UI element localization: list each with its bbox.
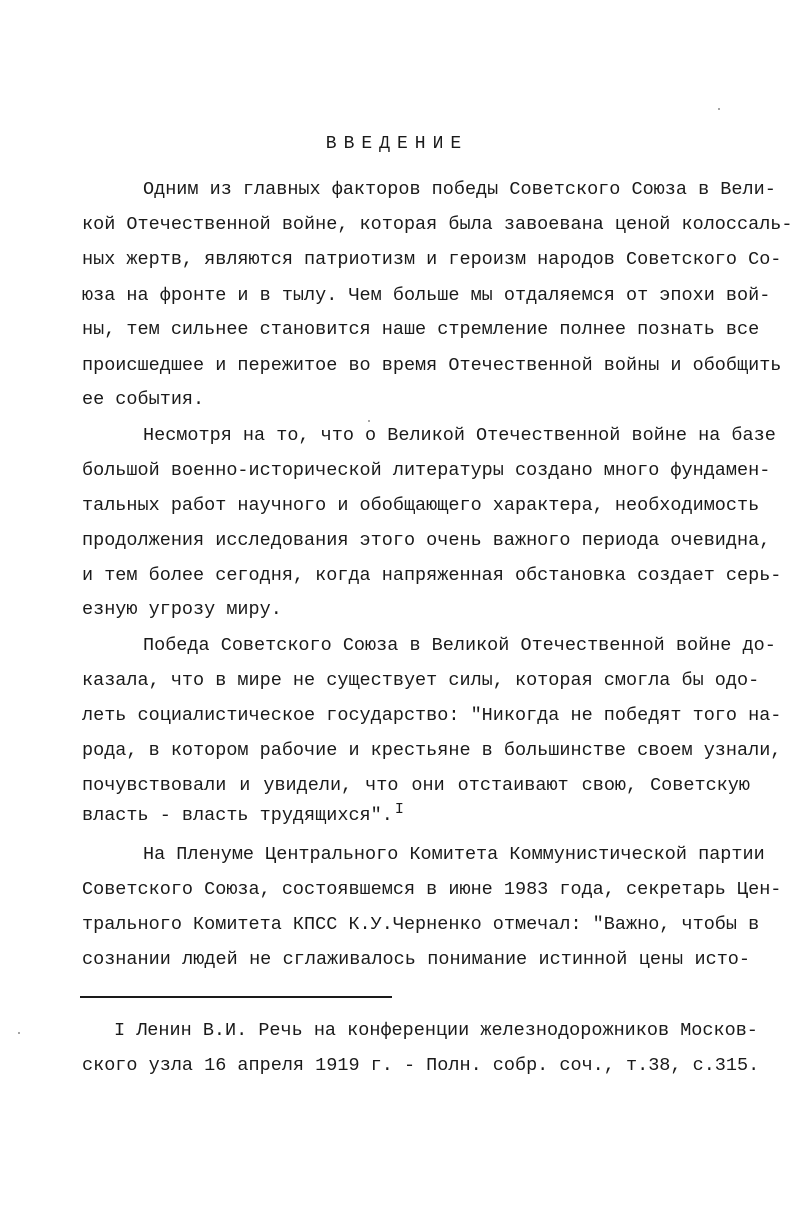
text-line: продолжения исследования этого очень важного периода очевидна,: [82, 530, 771, 551]
text-line: Несмотря на то, что о Великой Отечественной войне на базе: [143, 425, 776, 446]
footnote-marker: I: [394, 801, 404, 818]
text-line: происшедшее и пережитое во время Отечественной войны и обобщить: [82, 355, 782, 376]
scan-speck: [718, 108, 720, 110]
text-line: леть социалистическое государство: "Никогда не победят того на-: [82, 705, 782, 726]
text-line: сознании людей не сглаживалось понимание истинной цены исто-: [82, 949, 750, 970]
text-line: трального Комитета КПСС К.У.Черненко отмечал: "Важно, чтобы в: [82, 914, 760, 935]
scan-speck: [18, 1032, 20, 1034]
text-line: Одним из главных факторов победы Советского Союза в Вели-: [143, 179, 776, 200]
text-line: ных жертв, являются патриотизм и героизм народов Советского Со-: [82, 249, 782, 270]
text-line: большой военно-исторической литературы создано много фундамен-: [82, 460, 771, 481]
text-line: почувствовали и увидели, что они отстаивают свою, Советскую: [82, 775, 750, 796]
text-line: казала, что в мире не существует силы, которая смогла бы одо-: [82, 670, 760, 691]
text-line: езную угрозу миру.: [82, 599, 282, 620]
text-line: и тем более сегодня, когда напряженная обстановка создает серь-: [82, 565, 782, 586]
footnote-separator: [80, 996, 392, 998]
footnote-line: I Ленин В.И. Речь на конференции железнодорожников Москов-: [114, 1020, 758, 1041]
text-line: Советского Союза, состоявшемся в июне 1983 года, секретарь Цен-: [82, 879, 782, 900]
text-line: Победа Советского Союза в Великой Отечественной войне до-: [143, 635, 776, 656]
scan-speck: [368, 420, 370, 422]
text-line-with-footnote: [82, 801, 750, 828]
footnote-line: ского узла 16 апреля 1919 г. - Полн. собр. соч., т.38, с.315.: [82, 1055, 760, 1076]
page-title: ВВЕДЕНИЕ: [325, 134, 469, 154]
text-line: ны, тем сильнее становится наше стремление полнее познать все: [82, 319, 760, 340]
text-line: ее события.: [82, 389, 205, 410]
text-line: юза на фронте и в тылу. Чем больше мы отдаляемся от эпохи вой-: [82, 285, 771, 306]
text-line: рода, в котором рабочие и крестьяне в большинстве своем узнали,: [82, 740, 782, 761]
text-line: кой Отечественной войне, которая была завоевана ценой колоссаль-: [82, 214, 793, 235]
text-line: На Пленуме Центрального Комитета Коммунистической партии: [143, 844, 765, 865]
text-line: тальных работ научного и обобщающего характера, необходимость: [82, 495, 760, 516]
text-line: власть - власть трудящихся".: [82, 805, 393, 826]
